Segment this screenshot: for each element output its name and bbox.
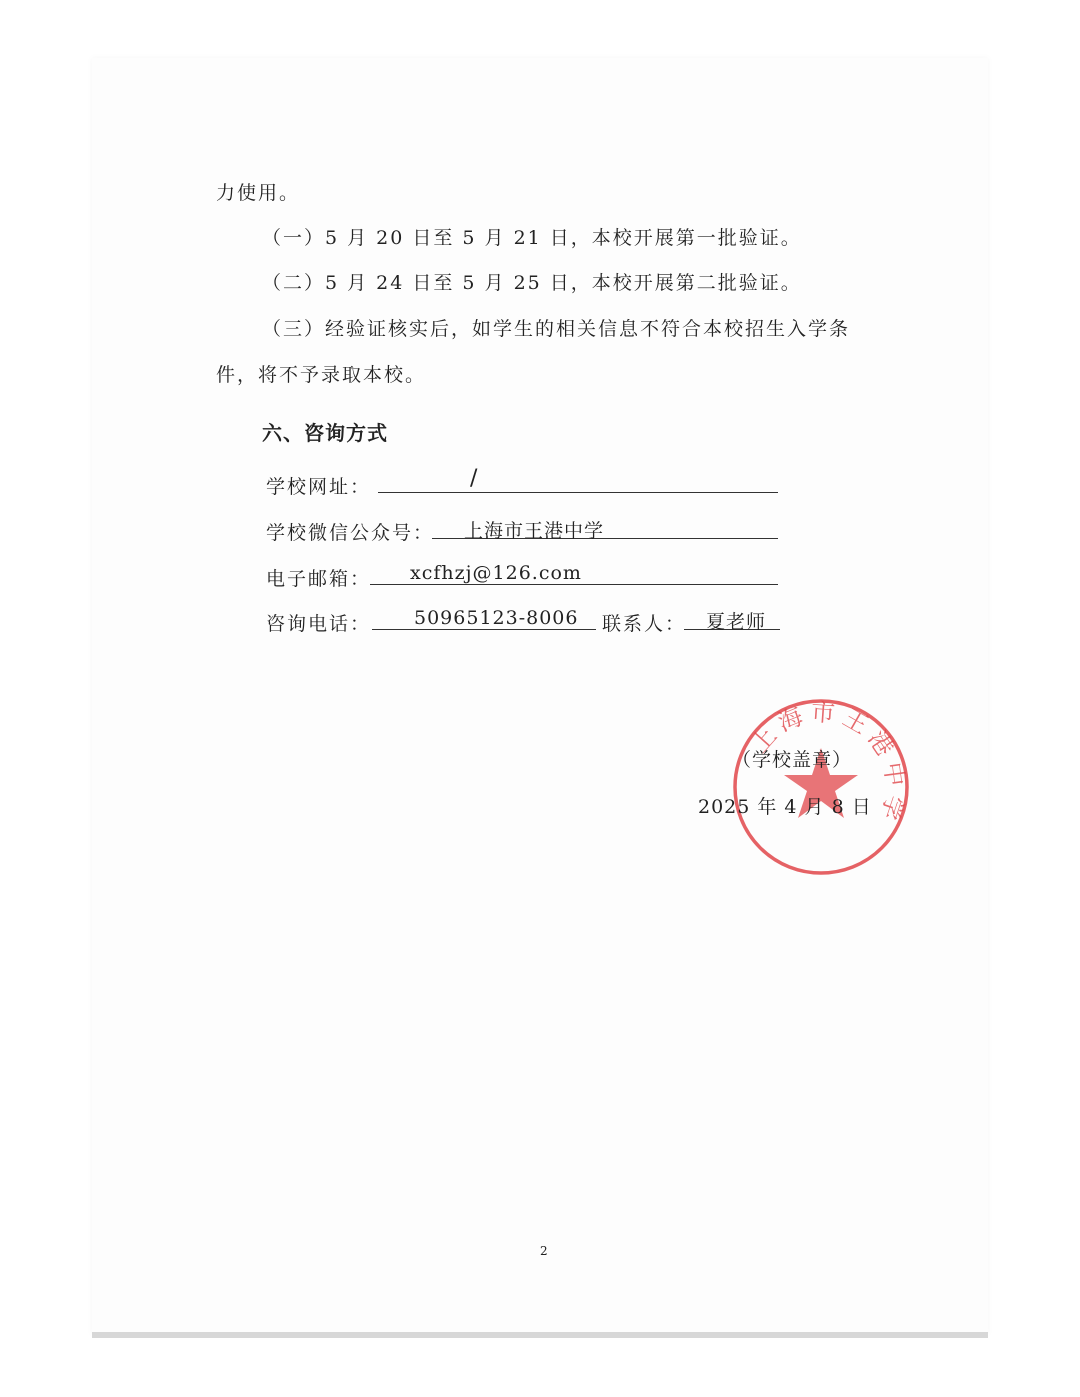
paragraph-item-3-cont: 件，将不予录取本校。 [216, 364, 427, 386]
contact-phone-row [266, 605, 786, 635]
wechat-value: 上海市王港中学 [464, 520, 605, 542]
page-number: 2 [540, 1244, 548, 1258]
section-heading: 六、咨询方式 [262, 421, 388, 445]
phone-value: 50965123-8006 [414, 607, 579, 629]
phone-field [372, 605, 596, 630]
document-date: 2025 年 4 月 8 日 [698, 796, 872, 818]
email-label: 电子邮箱： [266, 568, 372, 590]
contact-email-row [266, 560, 786, 590]
seal-note: （学校盖章） [732, 749, 853, 771]
paragraph-item-3: （三）经验证核实后，如学生的相关信息不符合本校招生入学条 [262, 318, 851, 340]
paragraph-continuation: 力使用。 [216, 182, 301, 204]
stamp-text: 上海市王港中学 [745, 698, 911, 829]
website-field [378, 468, 778, 493]
paragraph-item-1: （一）5 月 20 日至 5 月 21 日，本校开展第一批验证。 [262, 227, 802, 249]
wechat-field [432, 514, 778, 542]
phone-label: 咨询电话： [266, 613, 372, 635]
stamp-icon [730, 696, 912, 878]
paragraph-item-2: （二）5 月 24 日至 5 月 25 日，本校开展第二批验证。 [262, 272, 802, 294]
contact-person-field [684, 605, 780, 633]
official-stamp [730, 696, 912, 878]
contact-wechat-row [266, 514, 786, 544]
website-value: / [470, 466, 480, 491]
contact-person-label: 联系人： [602, 613, 687, 635]
contact-website-row [266, 466, 786, 498]
contact-person-value: 夏老师 [706, 611, 767, 633]
page-edge [92, 1332, 988, 1338]
email-value: xcfhzj@126.com [410, 562, 582, 584]
website-label: 学校网址： [266, 476, 372, 498]
wechat-label: 学校微信公众号： [266, 522, 435, 544]
email-field [370, 560, 778, 585]
